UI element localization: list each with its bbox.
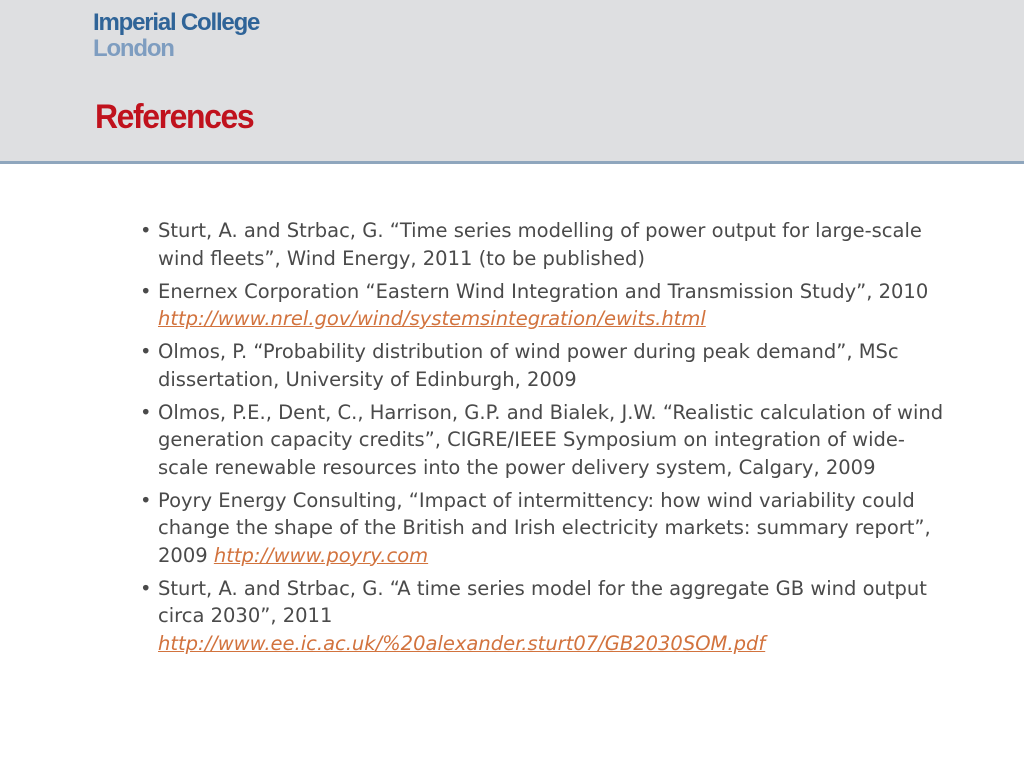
reference-text: Sturt, A. and Strbac, G. “Time series modelling of power output for large-scale wind fleets”, Wind Energy, 2011 (to be published) (158, 219, 922, 270)
references-list (140, 217, 948, 663)
reference-item (140, 217, 948, 272)
reference-item (140, 575, 948, 658)
reference-link[interactable]: http://www.nrel.gov/wind/systemsintegration/ewits.html (158, 307, 706, 330)
reference-item (140, 487, 948, 570)
reference-text: Olmos, P. “Probability distribution of wind power during peak demand”, MSc dissertation, University of Edinburgh, 2009 (158, 340, 899, 391)
reference-item (140, 278, 948, 333)
reference-text: Sturt, A. and Strbac, G. “A time series model for the aggregate GB wind output circa 2030”, 2011 (158, 576, 927, 627)
reference-item (140, 338, 948, 393)
logo-line-1: Imperial College (93, 9, 260, 36)
reference-link[interactable]: http://www.ee.ic.ac.uk/%20alexander.sturt07/GB2030SOM.pdf (158, 631, 766, 655)
reference-link[interactable]: http://www.poyry.com (213, 543, 429, 567)
slide-title: References (95, 98, 254, 136)
reference-text: Enernex Corporation “Eastern Wind Integration and Transmission Study”, 2010 (158, 279, 929, 303)
slide-header (0, 0, 1024, 164)
reference-text: Poyry Energy Consulting, “Impact of intermittency: how wind variability could change the shape of the British and Irish electricity markets: summary report”, 2009 (158, 488, 931, 567)
imperial-college-logo (93, 10, 259, 62)
reference-item (140, 399, 948, 482)
reference-text: Olmos, P.E., Dent, C., Harrison, G.P. and Bialek, J.W. “Realistic calculation of wind generation capacity credits”, CIGRE/IEEE Symposium on integration of wide-scale renewable resources into the power delivery system, Calgary, 2009 (158, 400, 944, 479)
logo-line-2: London (93, 35, 174, 62)
